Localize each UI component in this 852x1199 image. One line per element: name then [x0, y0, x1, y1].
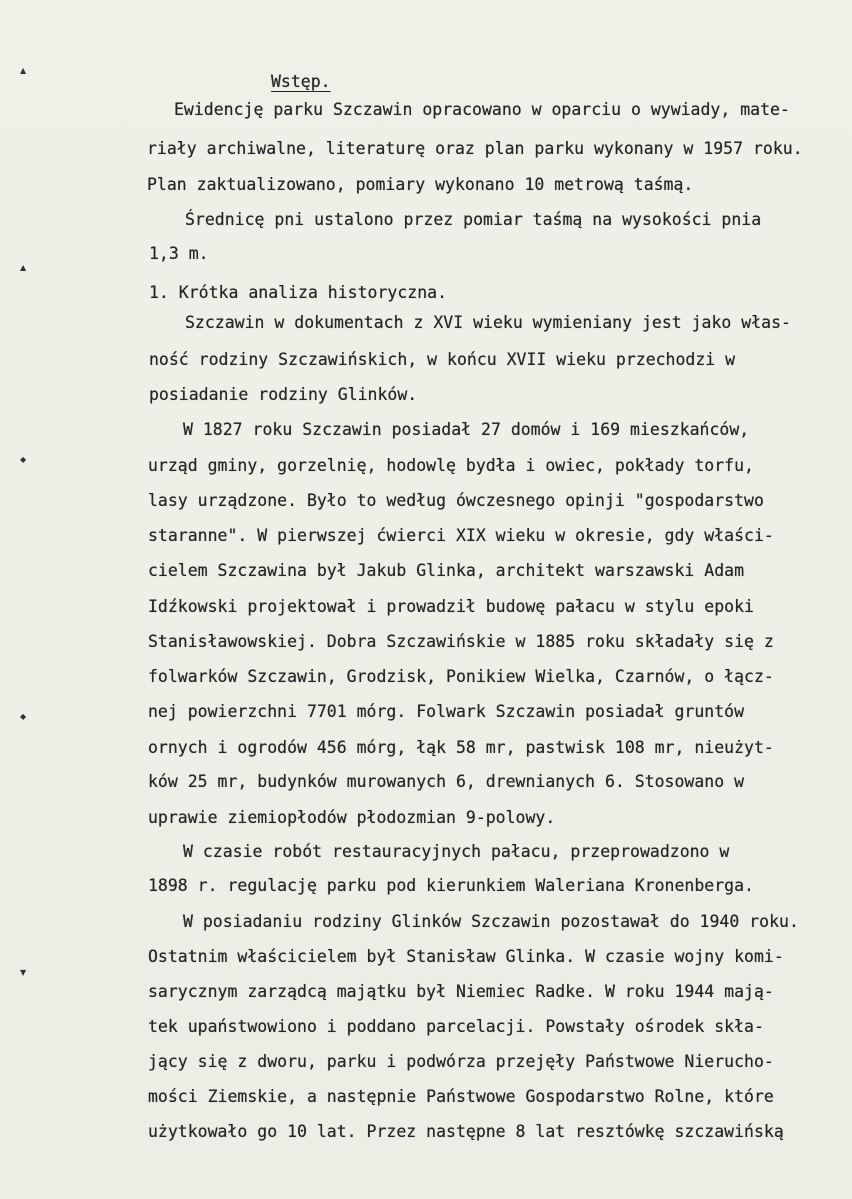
text-line: W 1827 roku Szczawin posiadał 27 domów i 169 mieszkańców, [183, 420, 750, 439]
text-line: Idźkowski projektował i prowadził budowę pałacu w stylu epoki [148, 597, 754, 616]
text-line: uprawie ziemiopłodów płodozmian 9-polowy. [148, 808, 556, 827]
text-line: jący się z dworu, parku i podwórza przejęły Państwowe Nierucho- [148, 1052, 774, 1071]
text-line: Średnicę pni ustalono przez pomiar taśmą na wysokości pnia [185, 210, 762, 229]
text-line: tek upaństwowiono i poddano parcelacji. Powstały ośrodek skła- [148, 1017, 764, 1036]
text-line: Szczawin w dokumentach z XVI wieku wymieniany jest jako włas- [185, 313, 791, 332]
text-line: urząd gminy, gorzelnię, hodowlę bydła i owiec, pokłady torfu, [148, 456, 754, 475]
text-line: staranne". W pierwszej ćwierci XIX wieku w okresie, gdy właści- [148, 526, 774, 545]
text-line: Ostatnim właścicielem był Stanisław Glinka. W czasie wojny komi- [148, 947, 784, 966]
text-line: Stanisławowskiej. Dobra Szczawińskie w 1885 roku składały się z [148, 632, 774, 651]
text-line: 1,3 m. [149, 244, 209, 263]
text-line: ornych i ogrodów 456 mórg, łąk 58 mr, pastwisk 108 mr, nieużyt- [148, 738, 774, 757]
text-line: W posiadaniu rodziny Glinków Szczawin pozostawał do 1940 roku. [183, 912, 799, 931]
margin-mark: ▲ [20, 263, 27, 272]
text-line: ność rodziny Szczawińskich, w końcu XVII wieku przechodzi w [149, 350, 736, 369]
margin-mark: ◆ [20, 712, 27, 721]
text-line: lasy urządzone. Było to według ówczesnego opinji "gospodarstwo [148, 491, 764, 510]
text-line: nej powierzchni 7701 mórg. Folwark Szczawin posiadał gruntów [148, 702, 745, 721]
text-line: posiadanie rodziny Glinków. [149, 385, 418, 404]
text-line: 1898 r. regulację parku pod kierunkiem Waleriana Kronenberga. [148, 876, 754, 895]
margin-mark: ▲ [20, 66, 27, 75]
text-line: mości Ziemskie, a następnie Państwowe Gospodarstwo Rolne, które [148, 1087, 774, 1106]
text-line: folwarków Szczawin, Grodzisk, Ponikiew Wielka, Czarnów, o łącz- [148, 667, 774, 686]
text-line: sarycznym zarządcą majątku był Niemiec Radke. W roku 1944 mają- [148, 982, 774, 1001]
text-line: ków 25 mr, budynków murowanych 6, drewnianych 6. Stosowano w [148, 772, 745, 791]
text-line: riały archiwalne, literaturę oraz plan parku wykonany w 1957 roku. [147, 139, 803, 158]
margin-mark: ◆ [20, 455, 27, 464]
section-heading: 1. Krótka analiza historyczna. [149, 283, 448, 302]
text-line: Ewidencję parku Szczawin opracowano w oparciu o wywiady, mate- [174, 100, 790, 119]
text-line: W czasie robót restauracyjnych pałacu, przeprowadzono w [183, 842, 730, 861]
margin-mark: ▼ [20, 968, 27, 977]
text-line: użytkowało go 10 lat. Przez następne 8 lat resztówkę szczawińską [148, 1122, 784, 1141]
text-line: Plan zaktualizowano, pomiary wykonano 10 metrową taśmą. [147, 175, 694, 194]
document-title: Wstęp. [271, 72, 331, 91]
text-line: cielem Szczawina był Jakub Glinka, architekt warszawski Adam [148, 561, 745, 580]
